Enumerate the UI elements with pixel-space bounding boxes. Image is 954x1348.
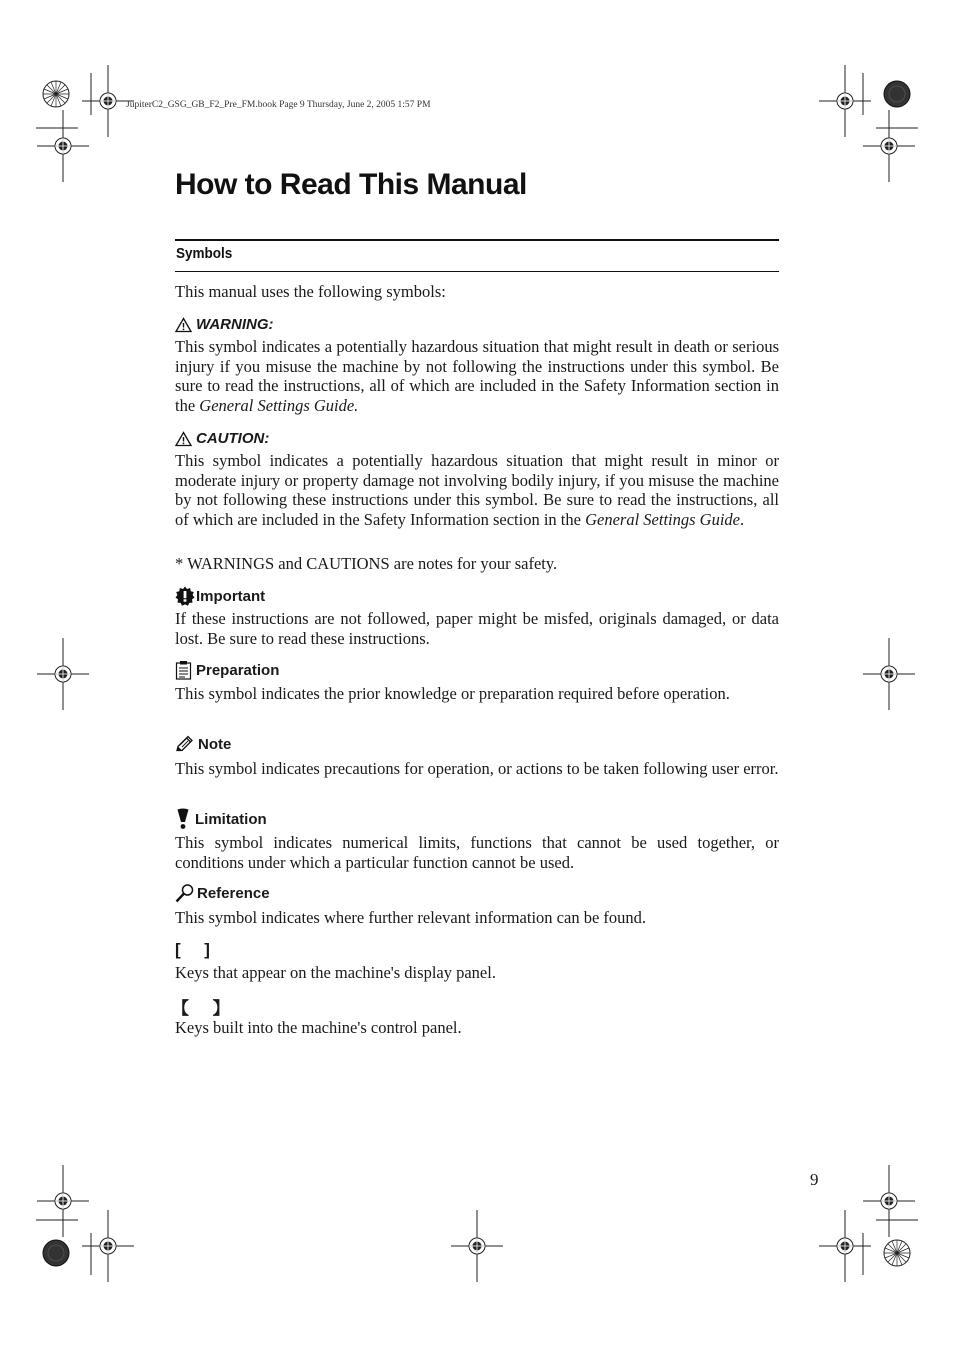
note-label: Note: [175, 735, 231, 753]
page-title: How to Read This Manual: [175, 168, 527, 201]
preparation-text: This symbol indicates the prior knowledge or preparation required before operation.: [175, 684, 730, 703]
section-top-rule: [175, 239, 779, 241]
warning-triangle-icon: [175, 317, 192, 333]
control-keys-symbol: 【 】: [172, 999, 230, 1018]
intro-text: This manual uses the following symbols:: [175, 282, 446, 301]
pencil-icon: [175, 735, 194, 753]
caution-label: CAUTION:: [175, 430, 269, 447]
control-keys-text: Keys built into the machine's control panel.: [175, 1018, 462, 1037]
important-label: Important: [175, 586, 265, 606]
important-icon: [175, 586, 195, 606]
magnifier-icon: [175, 883, 195, 903]
warning-triangle-icon: [175, 431, 192, 447]
display-keys-text: Keys that appear on the machine's display panel.: [175, 963, 496, 982]
reference-text: This symbol indicates where further relevant information can be found.: [175, 908, 647, 927]
limitation-icon: [175, 808, 191, 830]
caution-text: This symbol indicates a potentially hazardous situation that might result in minor or moderate injury or property damage not involving bodily injury, if you misuse the machine by not following these instructions under this symbol. Be sure to read the instructions, all of which are included in the Safety Information section in the General Settings Guide.: [175, 451, 779, 529]
warning-text: This symbol indicates a potentially hazardous situation that might result in death or serious injury if you misuse the machine by not following the instructions under this symbol. Be sure to read the instructions, all of which are included in the Safety Information section in the General Settings Guide.: [175, 337, 779, 415]
file-info-header: JupiterC2_GSG_GB_F2_Pre_FM.book Page 9 Thursday, June 2, 2005 1:57 PM: [126, 100, 431, 110]
note-text: This symbol indicates precautions for operation, or actions to be taken following user error.: [175, 759, 779, 778]
reference-label: Reference: [175, 883, 270, 903]
display-keys-symbol: [ ]: [175, 940, 210, 959]
page-number: 9: [810, 1170, 819, 1189]
preparation-icon: [175, 660, 192, 680]
safety-note: * WARNINGS and CAUTIONS are notes for your safety.: [175, 554, 558, 573]
warning-label: WARNING:: [175, 316, 274, 333]
section-bottom-rule: [175, 271, 779, 272]
limitation-text: This symbol indicates numerical limits, functions that cannot be used together, or conditions under which a particular function cannot be used.: [175, 833, 779, 872]
important-text: If these instructions are not followed, paper might be misfed, originals damaged, or data lost. Be sure to read these instructions.: [175, 609, 779, 648]
preparation-label: Preparation: [175, 660, 279, 680]
section-heading: Symbols: [176, 245, 233, 262]
limitation-label: Limitation: [175, 808, 267, 830]
